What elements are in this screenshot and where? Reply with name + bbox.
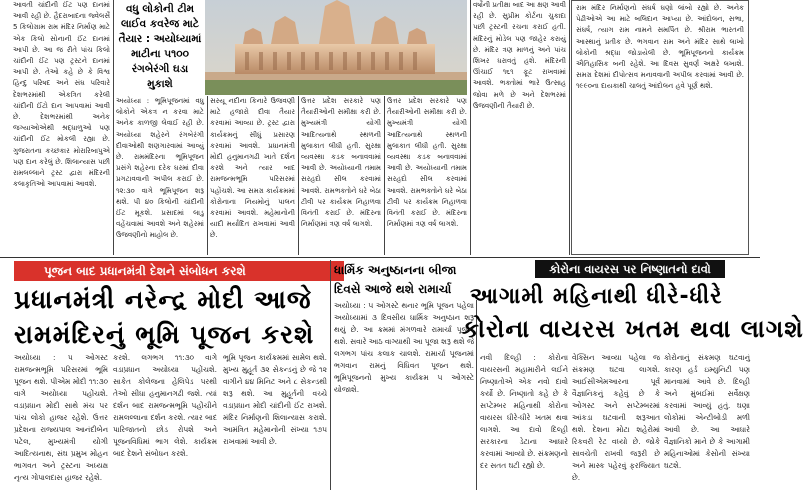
top-article-column-1: આવતી ચાંદીની ઈંટ પણ દાનમાં આવી રહી છે. હૈદરાબાદના જ્વેલર્સે 5 કિલોગ્રામ રામ મંદિર નિર્માણ માટે એક કિલો સોનાની ઈંટ દાનમાં આપી છે. આ જ રીતે પાંચ કિલો ચાંદીની ઈંટ પણ ટ્રસ્ટને દાનમાં આપી છે. તેઓ કહે છે કે વિશ્વ હિન્દુ પરિષદ અને સંઘ પરિવારે દેશભરમાંથી એકત્રિત કરેલી ચાંદીની ઈંટો દાન આપવામાં આવી છે. દેશભરમાંથી અનેક જગ્યાઓએથી શ્રદ્ધાળુઓ પણ ચાંદીની ઈંટ મોકલી રહ્યા છે. ગુજરાતના કચ્છકાર મોરારિબાપુએ પણ દાન કરેલું છે. શિલાન્યાસ પછી રામલલ્લાને ટ્રસ્ટ દ્વારા મંદિરની કલાકૃતિઓ આપવામાં આવશે.: [13, 1, 110, 189]
bottom-article-column-2: કરશે. લગભગ ૧૧:૩૦ વાગે વડાપ્રધાન અયોધ્યા પહોંચશે. સાકેત કોલેજના હેલિપેડ પરથી તેઓ સીધા હનુમાનગઢી જશે. ત્યાં દર્શન બાદ રામજન્મભૂમિ પહોંચીને રામલલ્લાના દર્શન કરશે. ત્યાર બાદ પારિજાતનો છોડ રોપશે અને પૂજનવિધિમાં ભાગ લેશે. કાર્યક્રમ બાદ દેશને સંબોધન કરશે.: [113, 353, 217, 458]
photo-caption-line: વધુ લોકોની ટીમ: [125, 3, 195, 15]
top-article-column-4: સરયૂ નદીના કિનારે ઉજવણી માટે હજારો દીવા તૈયાર કરવામાં આવ્યા છે. ટ્રસ્ટ દ્વારા કાર્યક્રમનું સીધું પ્રસારણ કરવામાં આવશે. પ્રધાનમંત્રી મોદી હનુમાનગઢી ખાતે દર્શન કરશે અને ત્યાર બાદ રામજન્મભૂમિ પરિસરમાં પહોંચશે. આ સમગ્ર કાર્યક્રમમાં કોરોનાના નિયમોનું પાલન કરવામાં આવશે. મહેમાનોની યાદી મર્યાદિત રાખવામાં આવી છે.: [210, 97, 295, 240]
headline-left-line2: રામમંદિરનું ભૂમિ પૂજન કરશે: [14, 320, 315, 349]
top-article-column-3: અયોધ્યા : ભૂમિપૂજનમાં વધુ લોકોને એકત્ર ન કરવા માટે અનેક કાળજી લેવાઈ રહી છે. અયોધ્યા શહેરને રંગબેરંગી દીવાઓથી શણગારવામાં આવ્યું છે. રામમંદિરના ભૂમિપૂજન પ્રસંગે શહેરના દરેક ઘરમાં દીવા પ્રગટાવવાની અપીલ કરાઈ છે. ૧૨:૩૦ વાગે ભૂમિપૂજન શરૂ થશે. પી ૪૦ કિલોની ચાંદીની ઈંટ મૂકશે. પ્રસાદમાં લાડુ વહેંચવામાં આવશે અને શહેરમાં ઉજવણીનો માહોલ છે.: [116, 97, 204, 240]
photo-caption-box: [116, 0, 204, 92]
photo-caption-line: લાઈવ કવરેજ માટે: [121, 18, 199, 30]
bottom-article-column-3: ભૂમિ પૂજન કાર્યક્રમમાં સામેલ થશે. મુખ્ય મુહૂર્ત ૩૨ સેકન્ડનું છે જે ૧૨ વાગીને ૪૪ મિનિટ અને ૮ સેકન્ડથી શરૂ થશે. આ મુહૂર્તની વચ્ચે વડાપ્રધાન મોદી ચાંદીની ઈંટ રાખશે. મંદિર નિર્માણની શિલાન્યાસ કરાશે. આમંત્રિત મહેમાનોની સંખ્યા ૧૭૫ રાખવામાં આવી છે.: [223, 353, 327, 446]
subhead-ritual-line1: ધાર્મિક અનુષ્ઠાનના બીજા: [334, 263, 457, 277]
photo-caption-line: તૈયાર : અયોધ્યામાં: [118, 33, 202, 45]
column-divider: [113, 0, 114, 255]
column-divider: [384, 96, 385, 255]
bottom-article-column-7: કોરોનાનું સંક્રમણ ઘટવાનું કારણ હર્ડ ઇમ્યુનિટી પણ માનવામાં આવે છે. દિલ્હી અને મુંબઈમાં સર્વેક્ષણ કરવામાં આવ્યું હતું. ઘણા લોકોમાં એન્ટીબોડી મળી આવી છે. આ આધારે વૈજ્ઞાનિકો માને છે કે આગામી મહિનાઓમાં કેસોની સંખ્યા ઘટશે.: [664, 353, 750, 470]
column-divider: [298, 96, 299, 255]
photo-caption-line: માટીના ૫૧૦૦: [131, 48, 189, 60]
bottom-article-column-1: અયોધ્યા : ૫ ઓગસ્ટ રામજન્મભૂમિ પરિસરમાં ભૂમિ પૂજન થશે. પીએમ મોદી ૧૧:૩૦ વાગે અયોધ્યા પહોંચશે. વડાપ્રધાન મોદી સાથે મંચ પર પાંચ લોકો હાજર રહેશે. ઉત્તર પ્રદેશના રાજ્યપાલ આનંદીબેન પટેલ, મુખ્યમંત્રી યોગી આદિત્યનાથ, સંઘ પ્રમુખ મોહન ભાગવત અને ટ્રસ્ટના અધ્યક્ષ નૃત્ય ગોપાલદાસ હાજર રહેશે.: [14, 353, 108, 482]
temple-model-photo: [205, 0, 467, 95]
column-divider: [569, 0, 570, 255]
column-divider: [470, 0, 471, 255]
banner-left: પૂજન બાદ પ્રધાનમંત્રી દેશને સંબોધન કરશે: [14, 261, 344, 281]
section-divider: [0, 257, 760, 258]
headline-left-line1: પ્રધાનમંત્રી નરેન્દ્ર મોદી આજે: [14, 285, 312, 314]
bottom-article-column-5: નવી દિલ્હી : કોરોના વાયરસની મહામારીને લઈને નિષ્ણાતોએ એક નવો દાવો કર્યો છે. નિષ્ણાતો કહે છે કે સપ્ટેમ્બર મહિનાથી કોરોના વાયરસ ધીરે-ધીરે ખતમ થવા લાગશે. આ દાવો દિલ્હી સરકારના ડેટાના આધારે કરવામાં આવ્યો છે. સંક્રમણનો દર સતત ઘટી રહ્યો છે.: [480, 353, 568, 470]
column-divider: [207, 96, 208, 255]
photo-caption-line: રંગબેરંગી ઘડા: [131, 63, 189, 75]
top-article-column-6: વર્ષોની પ્રતીક્ષા બાદ આ ક્ષણ આવી રહી છે. સુપ્રીમ કોર્ટના ચુકાદા પછી ટ્રસ્ટની રચના કરાઈ હતી. મંદિરનું મોડેલ પણ જાહેર કરાયું છે. મંદિર ત્રણ માળનું અને પાંચ શિખર ધરાવતું હશે. મંદિરની ઊંચાઈ ૧૬૧ ફૂટ રાખવામાં આવશે. ભક્તોમાં ભારે ઉત્સાહ જોવા મળે છે અને દેશભરમાં ઉજવણીની તૈયારી છે.: [473, 1, 566, 110]
top-article-column-7: રામ મંદિર નિર્માણનો સંઘર્ષ ઘણો લાંબો રહ્યો છે. અનેક પેઢીઓએ આ માટે બલિદાન આપ્યા છે. આંદોલન, સભા, સંઘર્ષ, ત્યાગ રામ નામને સમર્પિત છે. શ્રીરામ ભારતની આસ્થાનું પ્રતીક છે. ભગવાન રામ અને મંદિર સાથે લાખો લોકોની શ્રદ્ધા જોડાયેલી છે. ભૂમિપૂજનનો કાર્યક્રમ ઐતિહાસિક બની રહેશે. આ દિવસ સુવર્ણ અક્ષરે લખાશે. સમગ્ર દેશમાં દીપોત્સવ મનાવવાની અપીલ કરવામાં આવી છે. ૧૯૯૦ના દાયકાથી ચાલતું આંદોલન હવે પૂર્ણ થશે.: [571, 0, 749, 255]
banner-right: કોરોના વાયરસ પર નિષ્ણાતનો દાવો: [535, 260, 725, 278]
headline-right-line2: કોરોના વાયરસ ખતમ થવા લાગશે: [462, 315, 804, 343]
top-article-column-5: ઉત્તર પ્રદેશ સરકારે પણ તૈયારીઓની સમીક્ષા કરી છે. મુખ્યમંત્રી યોગી આદિત્યનાથે સ્થળની મુલાકાત લીધી હતી. સુરક્ષા વ્યવસ્થા કડક બનાવવામાં આવી છે. અયોધ્યાની તમામ સરહદો સીલ કરવામાં આવશે. રામભક્તોને ઘરે બેઠા ટીવી પર કાર્યક્રમ નિહાળવા વિનંતી કરાઈ છે. મંદિરના નિર્માણમાં ત્રણ વર્ષ લાગશે.: [301, 97, 381, 229]
bottom-article-column-6: વેક્સિન આવ્યા પહેલા જ સંક્રમણ ઘટવા લાગશે. આઈસીએમઆરના પૂર્વ વૈજ્ઞાનિકનું કહેવું છે કે ઓગસ્ટ અને સપ્ટેમ્બરમાં આંકડા ઘટવાની શરૂઆત થશે. દેશના મોટા શહેરોમાં રિકવરી રેટ વધ્યો છે. જોકે સાવચેતી રાખવી જરૂરી છે અને માસ્ક પહેરવું ફરજિયાત છે.: [572, 353, 660, 482]
top-article-column-6a: ઉત્તર પ્રદેશ સરકારે પણ તૈયારીઓની સમીક્ષા કરી છે. મુખ્યમંત્રી યોગી આદિત્યનાથે સ્થળની મુલાકાત લીધી હતી. સુરક્ષા વ્યવસ્થા કડક બનાવવામાં આવી છે. અયોધ્યાની તમામ સરહદો સીલ કરવામાં આવશે. રામભક્તોને ઘરે બેઠા ટીવી પર કાર્યક્રમ નિહાળવા વિનંતી કરાઈ છે. મંદિરના નિર્માણમાં ત્રણ વર્ષ લાગશે.: [387, 97, 467, 229]
column-divider: [330, 260, 331, 490]
photo-caption-line: મુકાશે: [147, 78, 173, 90]
headline-right-line1: આગામી મહિનાથી ધીરે-ધીરે: [470, 284, 723, 309]
subhead-ritual-line2: દિવસે આજે થશે રામાર્ચા: [334, 282, 452, 296]
bottom-article-column-4: અયોધ્યા : ૫ ઓગસ્ટે થનાર ભૂમિ પૂજન પહેલા અયોધ્યામાં ૩ દિવસીય ધાર્મિક અનુષ્ઠાન શરૂ થયું છે. આ ક્રમમાં મંગળવારે રામાર્ચા પૂજન થશે. સવારે આઠ વાગ્યાથી આ પૂજા શરૂ થશે જે લગભગ પાંચ કલાક ચાલશે. રામાર્ચા પૂજનમાં ભગવાન રામનું વિધિવત પૂજન થશે. ભૂમિપૂજનનો મુખ્ય કાર્યક્રમ ૫ ઓગસ્ટે યોજાશે.: [334, 301, 474, 394]
